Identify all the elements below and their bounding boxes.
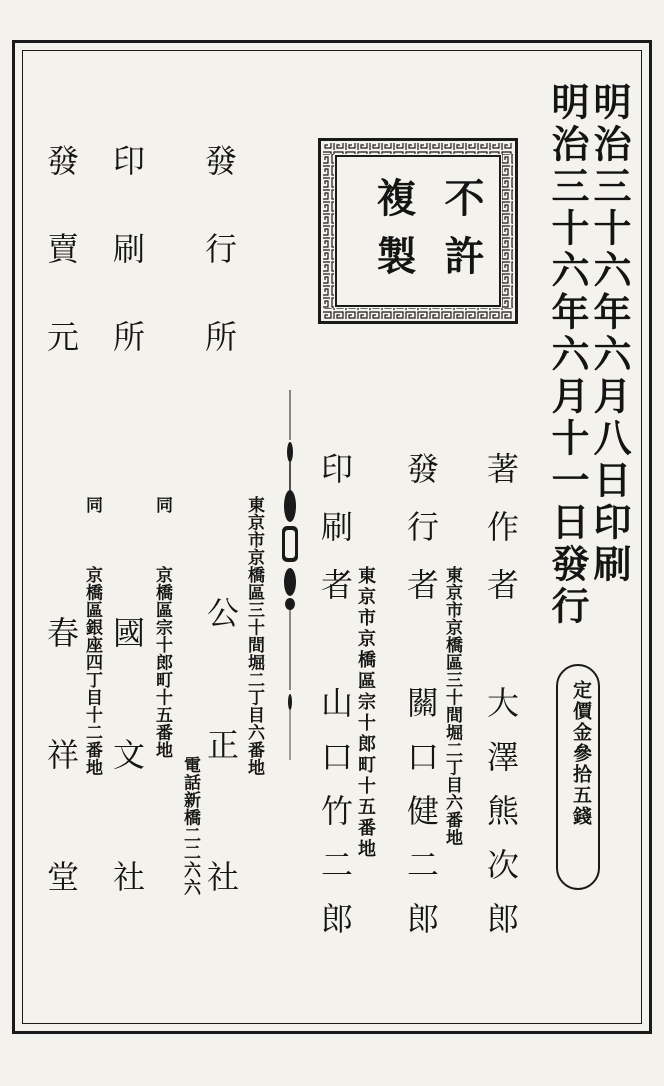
author-name: 大澤熊次郎 [482, 686, 520, 956]
seller-house-prefix: 同 [82, 496, 102, 514]
price-badge [556, 664, 600, 890]
ornament-divider [276, 390, 304, 760]
publisher-phone: 電話新橋二二六六 [180, 756, 200, 896]
publisher-house-label: 發行所 [200, 144, 238, 408]
price-label: 定價金參拾五錢 [570, 680, 592, 827]
seller-house-label: 發賣元 [42, 144, 80, 408]
publisher-house-name: 公正社 [202, 596, 240, 992]
printer-address: 東京市京橋區宗十郎町十五番地 [355, 566, 376, 860]
stamp-line-2: 複製 [370, 177, 417, 293]
printer-name: 山口竹二郎 [316, 686, 354, 956]
printer-house-prefix: 同 [152, 496, 172, 514]
stamp-line-1: 不許 [438, 177, 485, 293]
copyright-stamp [318, 138, 518, 324]
printer-house-label: 印刷所 [108, 144, 146, 408]
publisher-name: 關口健二郎 [402, 686, 440, 956]
print-date: 明治三十六年六月八日印刷 [587, 82, 632, 586]
printer-house-address: 京橋區宗十郎町十五番地 [152, 566, 172, 759]
seller-house-name: 春祥堂 [42, 616, 80, 982]
issue-date: 明治三十六年六月十一日發行 [545, 82, 590, 628]
printer-house-name: 國文社 [108, 616, 146, 982]
publisher-house-address: 東京市京橋區三十間堀二丁目六番地 [244, 496, 264, 776]
author-role: 著作者 [482, 452, 520, 626]
seller-house-address: 京橋區銀座四丁目十二番地 [82, 566, 102, 776]
publisher-role: 發行者 [402, 452, 440, 626]
printer-role: 印刷者 [316, 452, 354, 626]
publisher-address: 東京市京橋區三十間堀二丁目六番地 [442, 566, 462, 846]
